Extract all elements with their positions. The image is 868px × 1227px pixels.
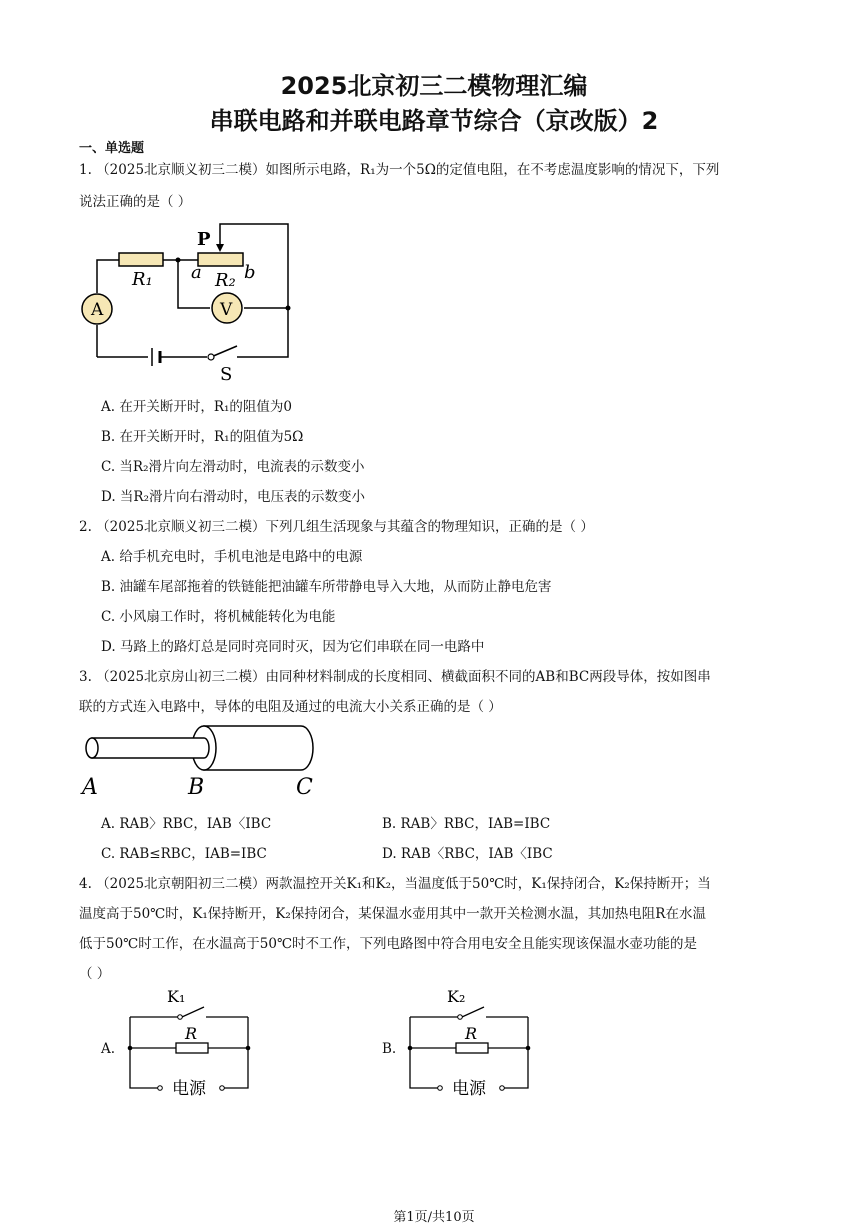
q4-option-a-label: A.	[101, 1041, 116, 1057]
q1-option-b: B. 在开关断开时，R₁的阻值为5Ω	[101, 429, 304, 445]
q4a-switch-label: K₁	[167, 987, 186, 1006]
q1-option-c: C. 当R₂滑片向左滑动时，电流表的示数变小	[101, 459, 365, 475]
q1-ammeter-label: A	[91, 300, 104, 320]
page-title-line1: 2025北京初三二模物理汇编	[280, 72, 588, 100]
q1-label-p: P	[197, 229, 211, 250]
page-footer: 第1页/共10页	[393, 1210, 475, 1225]
q1-voltmeter-label: V	[220, 300, 233, 320]
q1-label-b: b	[244, 262, 256, 283]
q3-option-a: A. RAB〉RBC，IAB〈IBC	[101, 816, 272, 832]
q2-option-b: B. 油罐车尾部拖着的铁链能把油罐车所带静电导入大地，从而防止静电危害	[101, 579, 552, 595]
q3-option-d: D. RAB〈RBC，IAB〈IBC	[382, 846, 553, 862]
q3-option-c: C. RAB≤RBC，IAB=IBC	[101, 846, 267, 862]
q3-stem-line2: 联的方式连入电路中，导体的电阻及通过的电流大小关系正确的是（ ）	[79, 699, 502, 715]
q4-stem-line4: （ ）	[79, 966, 111, 982]
q1-option-d: D. 当R₂滑片向右滑动时，电压表的示数变小	[101, 489, 366, 505]
q1-circuit-diagram	[70, 220, 310, 390]
q2-option-a: A. 给手机充电时，手机电池是电路中的电源	[101, 549, 363, 565]
q4b-resistor-label: R	[465, 1024, 478, 1043]
q4-stem-line3: 低于50℃时工作，在水温高于50℃时不工作，下列电路图中符合用电安全且能实现该保温水壶功能的是	[79, 936, 698, 952]
q4a-power-label: 电源	[172, 1079, 206, 1099]
q3-label-b: B	[188, 775, 205, 800]
q1-label-a: a	[191, 262, 202, 283]
q4-option-b-label: B.	[382, 1041, 397, 1057]
q4-stem-line1: 4. （2025北京朝阳初三二模）两款温控开关K₁和K₂，当温度低于50℃时，K₁保持闭合，K₂保持断开；当	[79, 876, 711, 892]
q1-label-r1: R₁	[132, 269, 153, 290]
q1-stem-line1: 1. （2025北京顺义初三二模）如图所示电路，R₁为一个5Ω的定值电阻，在不考虑温度影响的情况下，下列	[79, 162, 720, 178]
q3-stem-line1: 3. （2025北京房山初三二模）由同种材料制成的长度相同、横截面积不同的AB和BC两段导体，按如图串	[79, 669, 711, 685]
q1-label-r2: R₂	[215, 270, 236, 291]
q4a-resistor-label: R	[185, 1024, 198, 1043]
q2-option-d: D. 马路上的路灯总是同时亮同时灭，因为它们串联在同一电路中	[101, 639, 485, 655]
q1-switch-label: S	[220, 364, 233, 385]
section-heading: 一、单选题	[79, 141, 145, 156]
q3-label-c: C	[296, 775, 313, 800]
q4-circuit-b	[400, 985, 540, 1110]
q2-stem: 2. （2025北京顺义初三二模）下列几组生活现象与其蕴含的物理知识，正确的是（ ）	[79, 519, 594, 535]
q3-conductor-diagram	[76, 718, 336, 803]
q3-option-b: B. RAB〉RBC，IAB=IBC	[382, 816, 551, 832]
q4b-power-label: 电源	[452, 1079, 486, 1099]
q4-circuit-a	[120, 985, 260, 1110]
q4b-switch-label: K₂	[447, 987, 466, 1006]
q3-label-a: A	[82, 775, 98, 800]
page-title-line2: 串联电路和并联电路章节综合（京改版）2	[209, 107, 659, 135]
q2-option-c: C. 小风扇工作时，将机械能转化为电能	[101, 609, 336, 625]
q1-stem-line2: 说法正确的是（ ）	[79, 194, 192, 210]
q1-option-a: A. 在开关断开时，R₁的阻值为0	[101, 399, 292, 415]
q4-stem-line2: 温度高于50℃时，K₁保持断开，K₂保持闭合，某保温水壶用其中一款开关检测水温，其加热电阻R在水温	[79, 906, 706, 922]
